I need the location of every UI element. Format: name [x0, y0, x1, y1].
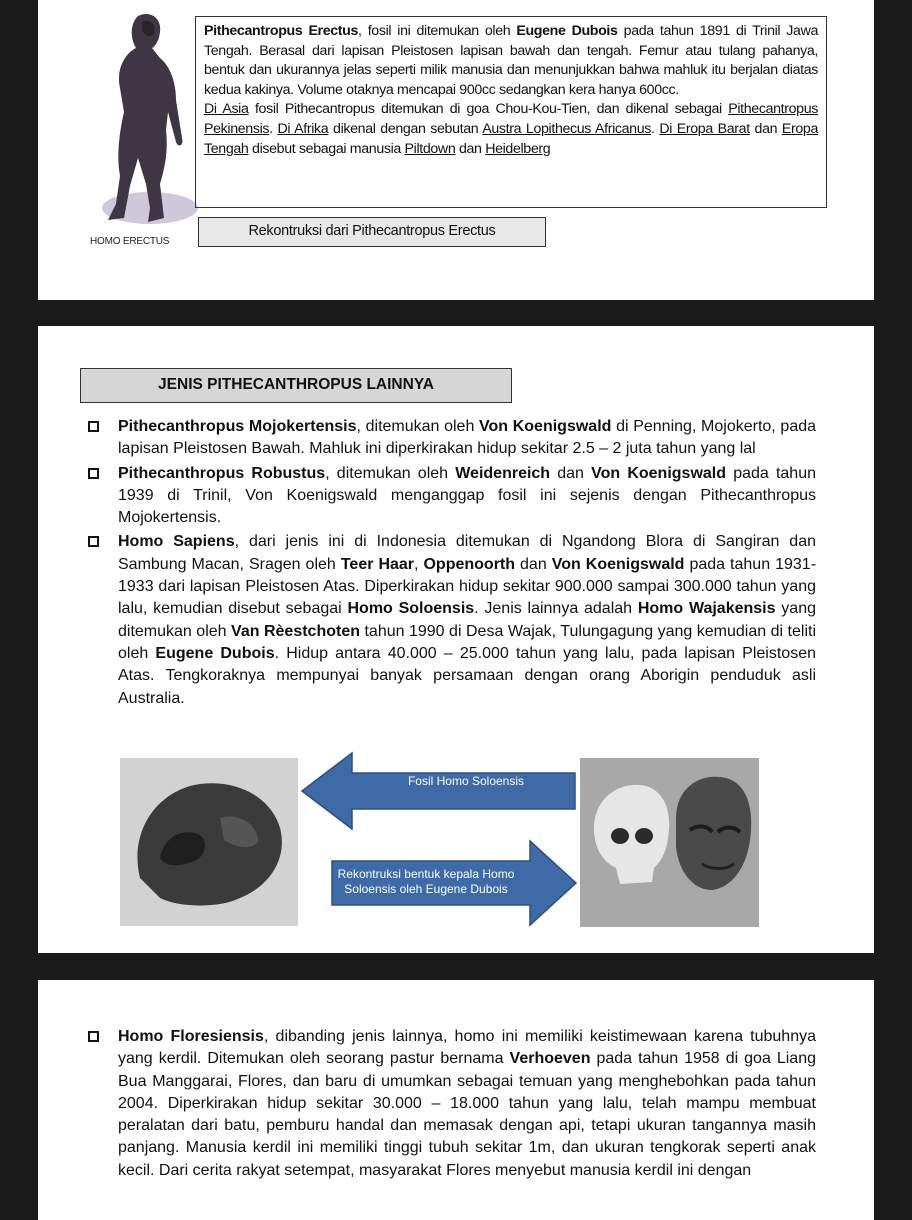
- list-item: Homo Floresiensis, dibanding jenis lainnya, homo ini memiliki keistimewaan karena tubuhnya yang kerdil. Ditemukan oleh seorang pastur bernama Verhoeven pada tahun 1958 di goa Liang Bua Manggarai, Flores, dan baru di umumkan sebagai temuan yang menghebohkan pada tahun 2004. Diperkirakan hidup sekitar 30.000 – 18.000 tahun yang lalu, telah mampu membuat peralatan dari batu, pemburu handal dan memasak dengan api, tetapi ukuran tangannya masih panjang. Manusia kerdil ini memiliki tinggi tubuh sekitar 1m, dan ukuran tengkorak seperti anak kecil. Dari cerita rakyat setempat, masyarakat Flores menyebut manusia kerdil ini dengan: [118, 1026, 816, 1182]
- species-list-continued: [118, 1026, 816, 1184]
- arrow-label-fossil: Fosil Homo Soloensis: [407, 774, 525, 788]
- list-item: Pithecanthropus Robustus, ditemukan oleh Weidenreich dan Von Koenigswald pada tahun 1939 di Trinil, Von Koenigswald menganggap fosil ini sejenis dengan Pithecanthropus Mojokertensis.: [118, 463, 816, 530]
- page-3: [38, 980, 874, 1220]
- checkbox-bullet-icon: [88, 421, 99, 432]
- page-1: [38, 0, 874, 300]
- checkbox-bullet-icon: [88, 1031, 99, 1042]
- figure-caption-box: Rekontruksi dari Pithecantropus Erectus: [198, 217, 546, 247]
- info-paragraph-2: Di Asia fosil Pithecantropus ditemukan di goa Chou-Kou-Tien, dan dikenal sebagai Pithecantropus Pekinensis. Di Afrika dikenal dengan sebutan Austra Lopithecus Africanus. Di Eropa Barat dan Eropa Tengah disebut sebagai manusia Piltdown dan Heidelberg: [204, 101, 819, 157]
- checkbox-bullet-icon: [88, 468, 99, 479]
- list-item: Pithecanthropus Mojokertensis, ditemukan oleh Von Koenigswald di Penning, Mojokerto, pada lapisan Pleistosen Bawah. Mahluk ini diperkirakan hidup sekitar 2.5 – 2 juta tahun yang lal: [118, 416, 816, 461]
- arrow-label-reconstruction: Rekontruksi bentuk kepala Homo Soloensis oleh Eugene Dubois: [337, 867, 515, 896]
- species-list: [118, 416, 816, 712]
- homo-erectus-figure-image: [80, 8, 208, 233]
- pithecantropus-info-box: [195, 16, 827, 208]
- checkbox-bullet-icon: [88, 536, 99, 547]
- page-2: [38, 326, 874, 953]
- section-heading: JENIS PITHECANTHROPUS LAINNYA: [80, 368, 512, 403]
- left-arrow-icon: [302, 753, 575, 829]
- figure-label: HOMO ERECTUS: [90, 236, 170, 247]
- list-item: Homo Sapiens, dari jenis ini di Indonesia ditemukan di Ngandong Blora di Sangiran dan Sambung Macan, Sragen oleh Teer Haar, Oppenoorth dan Von Koenigswald pada tahun 1931-1933 dari lapisan Pleistosen Atas. Diperkirakan hidup sekitar 900.000 sampai 300.000 tahun yang lalu, kemudian disebut sebagai Homo Soloensis. Jenis lainnya adalah Homo Wajakensis yang ditemukan oleh Van Rèestchoten tahun 1990 di Desa Wajak, Tulungagung yang kemudian di teliti oleh Eugene Dubois. Hidup antara 40.000 – 25.000 tahun yang lalu, pada lapisan Pleistosen Atas. Tengkoraknya mempunyai banyak persamaan dengan orang Aborigin penduduk asli Australia.: [118, 531, 816, 709]
- homo-soloensis-fossil-image: [120, 758, 298, 926]
- info-paragraph-1: Pithecantropus Erectus, fosil ini ditemukan oleh Eugene Dubois pada tahun 1891 di Trinil Jawa Tengah. Berasal dari lapisan Pleistosen lapisan bawah dan tengah. Femur atau tulang pahanya, bentuk dan ukurannya jelas seperti milik manusia dan menunjukkan bahwa mahluk itu berjalan diatas kedua kakinya. Volume otaknya mencapai 900cc sedangkan kera hanya 600cc.: [204, 23, 819, 98]
- skull-and-reconstruction-image: [580, 758, 759, 927]
